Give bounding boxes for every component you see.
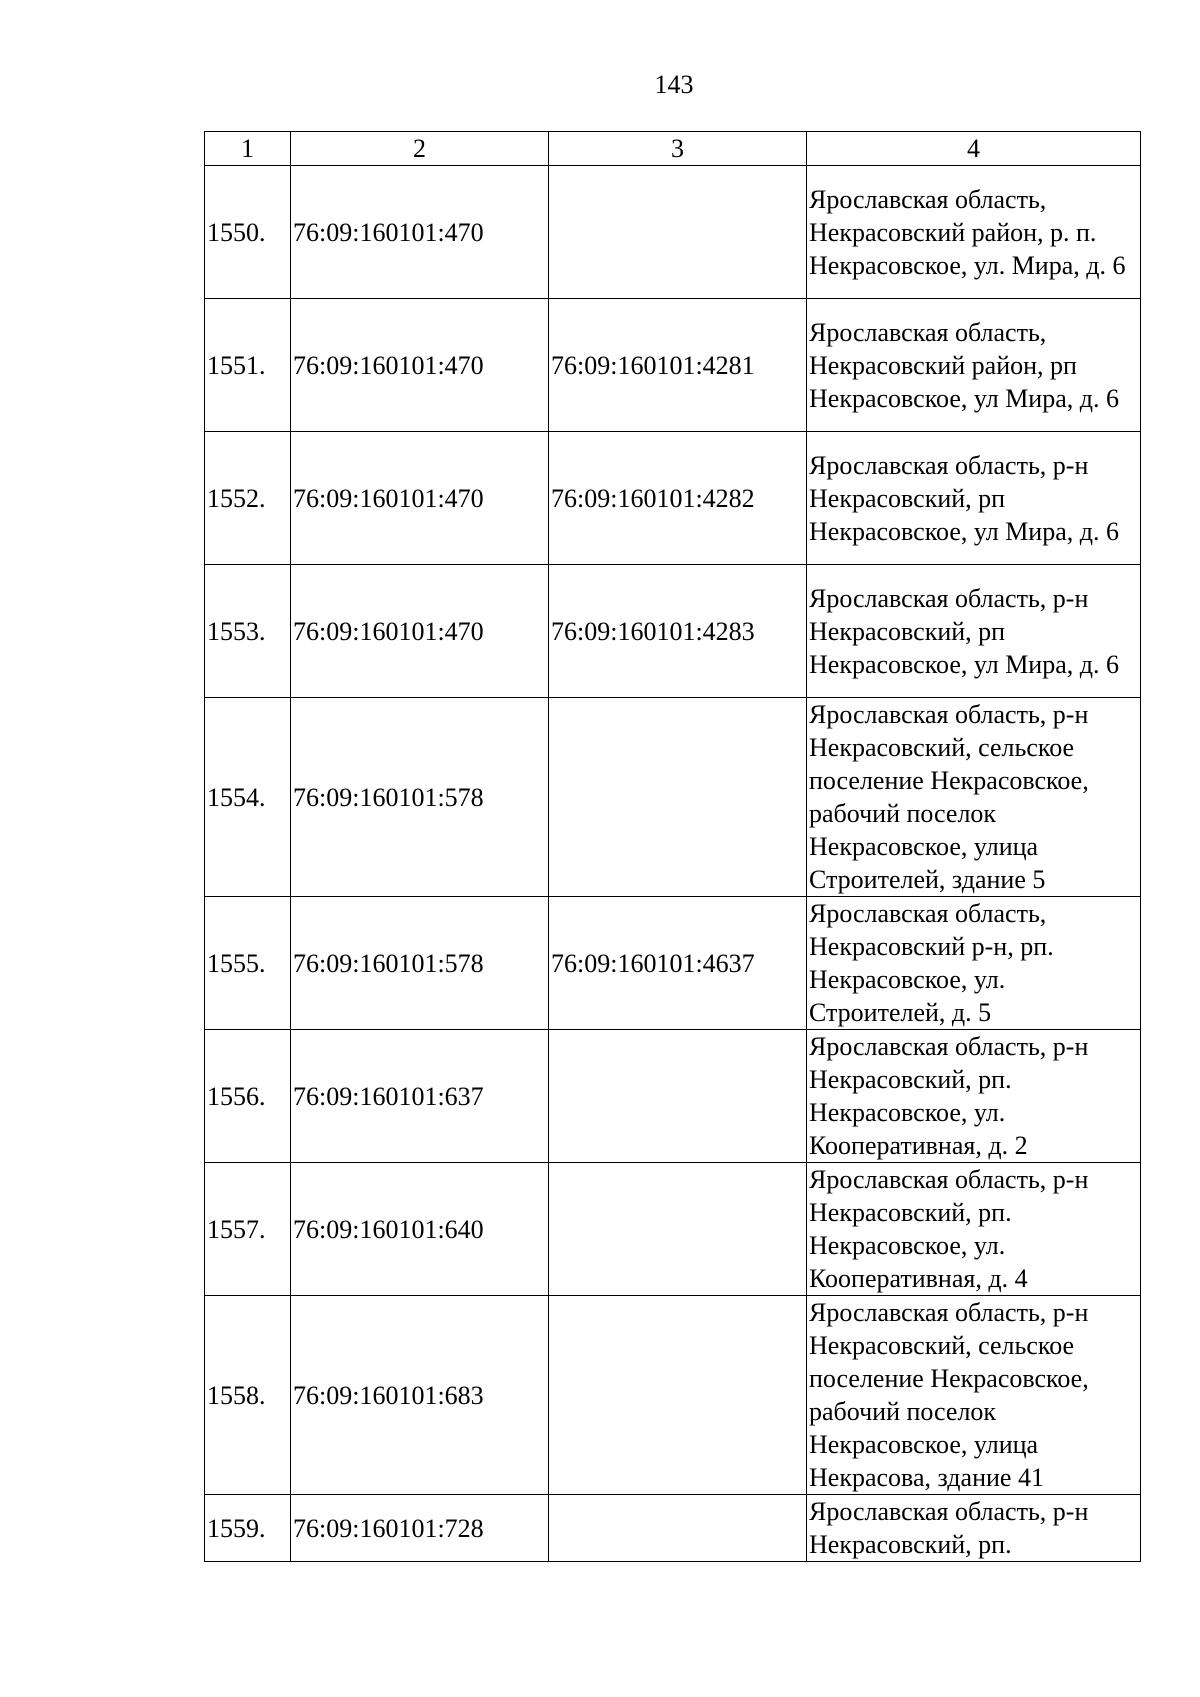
table-row	[205, 698, 1141, 897]
address: Ярославская область, р-н Некрасовский, сельское поселение Некрасовское, рабочий поселок Некрасовское, улица Строителей, здание 5	[807, 698, 1141, 897]
parcel-cadastral-number: 76:09:160101:470	[291, 565, 549, 698]
table-row	[205, 1296, 1141, 1495]
table-header-row	[205, 132, 1141, 166]
address: Ярославская область, Некрасовский район, рп Некрасовское, ул Мира, д. 6	[807, 299, 1141, 432]
table-row	[205, 1163, 1141, 1296]
object-cadastral-number: 76:09:160101:4281	[549, 299, 807, 432]
row-number: 1552.	[205, 432, 291, 565]
address: Ярославская область, Некрасовский район, р. п. Некрасовское, ул. Мира, д. 6	[807, 166, 1141, 299]
address: Ярославская область, р-н Некрасовский, рп Некрасовское, ул Мира, д. 6	[807, 432, 1141, 565]
object-cadastral-number: 76:09:160101:4282	[549, 432, 807, 565]
object-cadastral-number: 76:09:160101:4637	[549, 897, 807, 1030]
object-cadastral-number	[549, 698, 807, 897]
parcel-cadastral-number: 76:09:160101:470	[291, 432, 549, 565]
parcel-cadastral-number: 76:09:160101:640	[291, 1163, 549, 1296]
table-row	[205, 432, 1141, 565]
object-cadastral-number	[549, 1296, 807, 1495]
address: Ярославская область, р-н Некрасовский, рп. Некрасовское, ул. Кооперативная, д. 4	[807, 1163, 1141, 1296]
table-row	[205, 299, 1141, 432]
column-header-1: 1	[205, 132, 291, 166]
row-number: 1556.	[205, 1030, 291, 1163]
object-cadastral-number	[549, 1495, 807, 1562]
parcel-cadastral-number: 76:09:160101:728	[291, 1495, 549, 1562]
address: Ярославская область, р-н Некрасовский, рп. Некрасовское, ул. Кооперативная, д. 2	[807, 1030, 1141, 1163]
table-row	[205, 166, 1141, 299]
row-number: 1557.	[205, 1163, 291, 1296]
row-number: 1553.	[205, 565, 291, 698]
row-number: 1550.	[205, 166, 291, 299]
column-header-2: 2	[291, 132, 549, 166]
parcel-cadastral-number: 76:09:160101:683	[291, 1296, 549, 1495]
table-row	[205, 1495, 1141, 1562]
address: Ярославская область, р-н Некрасовский, рп Некрасовское, ул Мира, д. 6	[807, 565, 1141, 698]
page-number: 143	[654, 70, 694, 99]
table-row	[205, 1030, 1141, 1163]
parcel-cadastral-number: 76:09:160101:470	[291, 299, 549, 432]
object-cadastral-number	[549, 166, 807, 299]
address: Ярославская область, р-н Некрасовский, сельское поселение Некрасовское, рабочий поселок Некрасовское, улица Некрасова, здание 41	[807, 1296, 1141, 1495]
column-header-4: 4	[807, 132, 1141, 166]
parcel-cadastral-number: 76:09:160101:578	[291, 698, 549, 897]
table-row	[205, 565, 1141, 698]
row-number: 1559.	[205, 1495, 291, 1562]
land-parcel-table	[204, 131, 1141, 1562]
parcel-cadastral-number: 76:09:160101:470	[291, 166, 549, 299]
address: Ярославская область, р-н Некрасовский, рп.	[807, 1495, 1141, 1562]
address: Ярославская область, Некрасовский р-н, рп. Некрасовское, ул. Строителей, д. 5	[807, 897, 1141, 1030]
row-number: 1558.	[205, 1296, 291, 1495]
object-cadastral-number	[549, 1030, 807, 1163]
parcel-cadastral-number: 76:09:160101:637	[291, 1030, 549, 1163]
row-number: 1555.	[205, 897, 291, 1030]
column-header-3: 3	[549, 132, 807, 166]
object-cadastral-number	[549, 1163, 807, 1296]
object-cadastral-number: 76:09:160101:4283	[549, 565, 807, 698]
parcel-cadastral-number: 76:09:160101:578	[291, 897, 549, 1030]
row-number: 1554.	[205, 698, 291, 897]
row-number: 1551.	[205, 299, 291, 432]
table-row	[205, 897, 1141, 1030]
